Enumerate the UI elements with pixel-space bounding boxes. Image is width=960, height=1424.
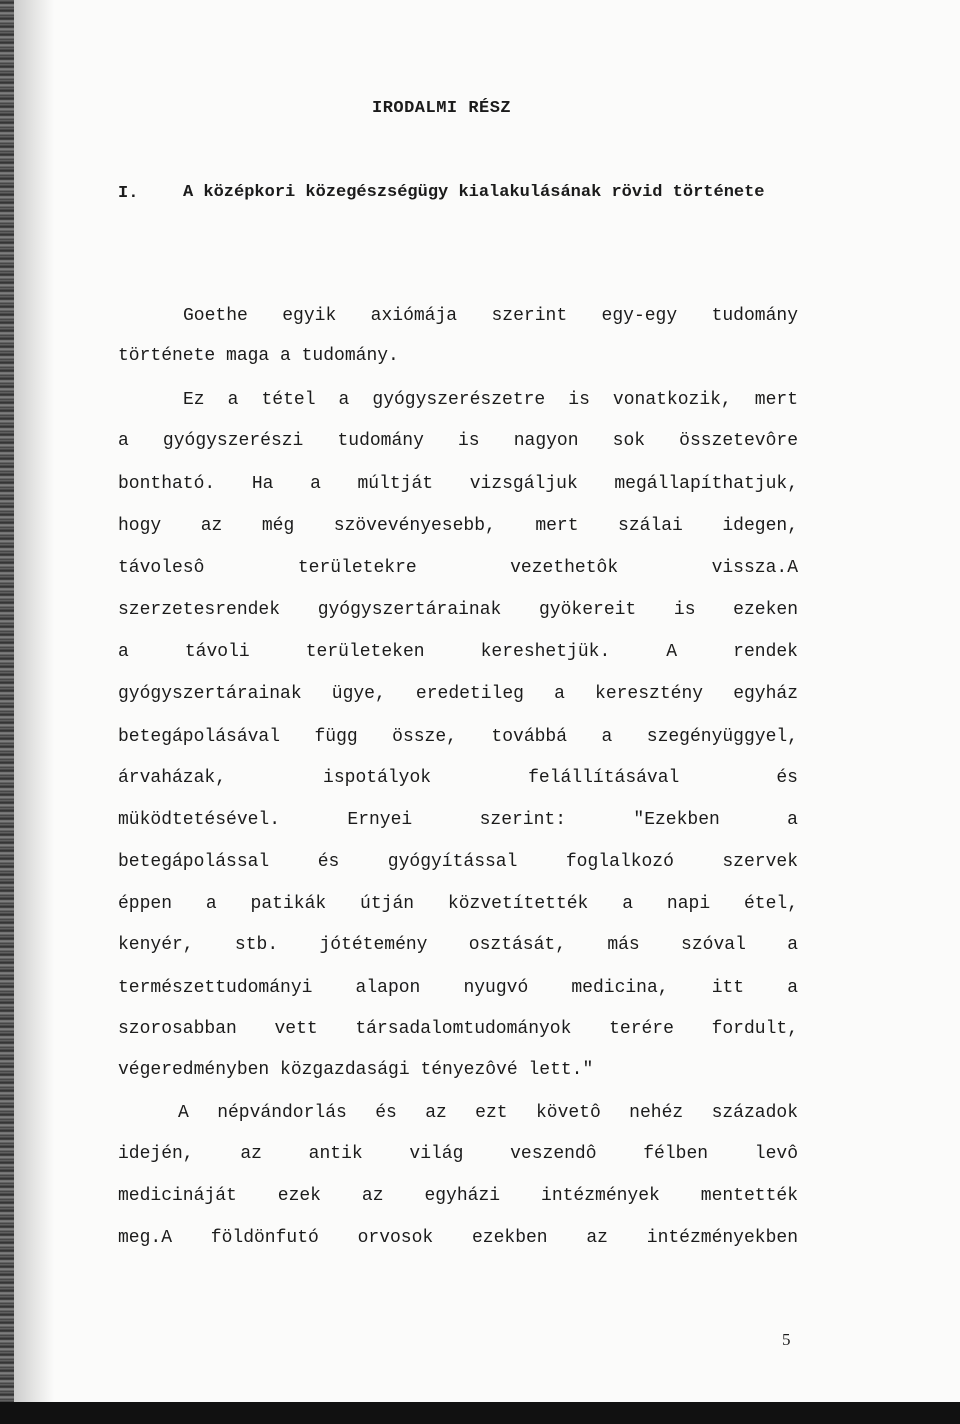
paragraph-line: bontható. Ha a múltját vizsgáljuk megállapíthatjuk, [118,474,798,494]
paragraph-line: természettudományi alapon nyugvó medicina, itt a [118,978,798,998]
paragraph-line: A népvándorlás és az ezt követô nehéz századok [178,1103,798,1123]
paragraph-line: árvaházak, ispotályok felállításával és [118,768,798,788]
scan-bottom-edge [0,1402,960,1424]
chapter-title: A középkori közegészségügy kialakulásának rövid története [183,183,765,202]
page-number: 5 [782,1330,791,1349]
paragraph-line: medicináját ezek az egyházi intézmények mentették [118,1186,798,1206]
paragraph-line: éppen a patikák útján közvetítették a napi étel, [118,894,798,914]
paragraph-line: távolesô területekre vezethetôk vissza.A [118,558,798,578]
chapter-number: I. [118,184,139,203]
binding-edge [0,0,14,1424]
paragraph-line: hogy az még szövevényesebb, mert szálai idegen, [118,516,798,536]
binding-shadow [14,0,54,1424]
section-heading: IRODALMI RÉSZ [372,99,512,118]
paragraph-line: müködtetésével. Ernyei szerint: "Ezekben a [118,810,798,830]
paragraph-line: a távoli területeken kereshetjük. A rendek [118,642,798,662]
paragraph-line: története maga a tudomány. [118,346,399,366]
paragraph-line: szerzetesrendek gyógyszertárainak gyökereit is ezeken [118,600,798,620]
paragraph-line: Ez a tétel a gyógyszerészetre is vonatkozik, mert [183,390,798,410]
paragraph-line: meg.A földönfutó orvosok ezekben az intézményekben [118,1228,798,1248]
paragraph-line: idején, az antik világ veszendô félben levô [118,1144,798,1164]
paragraph-line: betegápolásával függ össze, továbbá a szegényüggyel, [118,727,798,747]
paragraph-line: szorosabban vett társadalomtudományok terére fordult, [118,1019,798,1039]
paragraph-line: gyógyszertárainak ügye, eredetileg a keresztény egyház [118,684,798,704]
paragraph-line: a gyógyszerészi tudomány is nagyon sok összetevôre [118,431,798,451]
paragraph-line: Goethe egyik axiómája szerint egy-egy tudomány [183,306,798,326]
paragraph-line: végeredményben közgazdasági tényezôvé lett." [118,1060,594,1080]
paragraph-line: betegápolással és gyógyítással foglalkozó szervek [118,852,798,872]
paragraph-line: kenyér, stb. jótétemény osztását, más szóval a [118,935,798,955]
